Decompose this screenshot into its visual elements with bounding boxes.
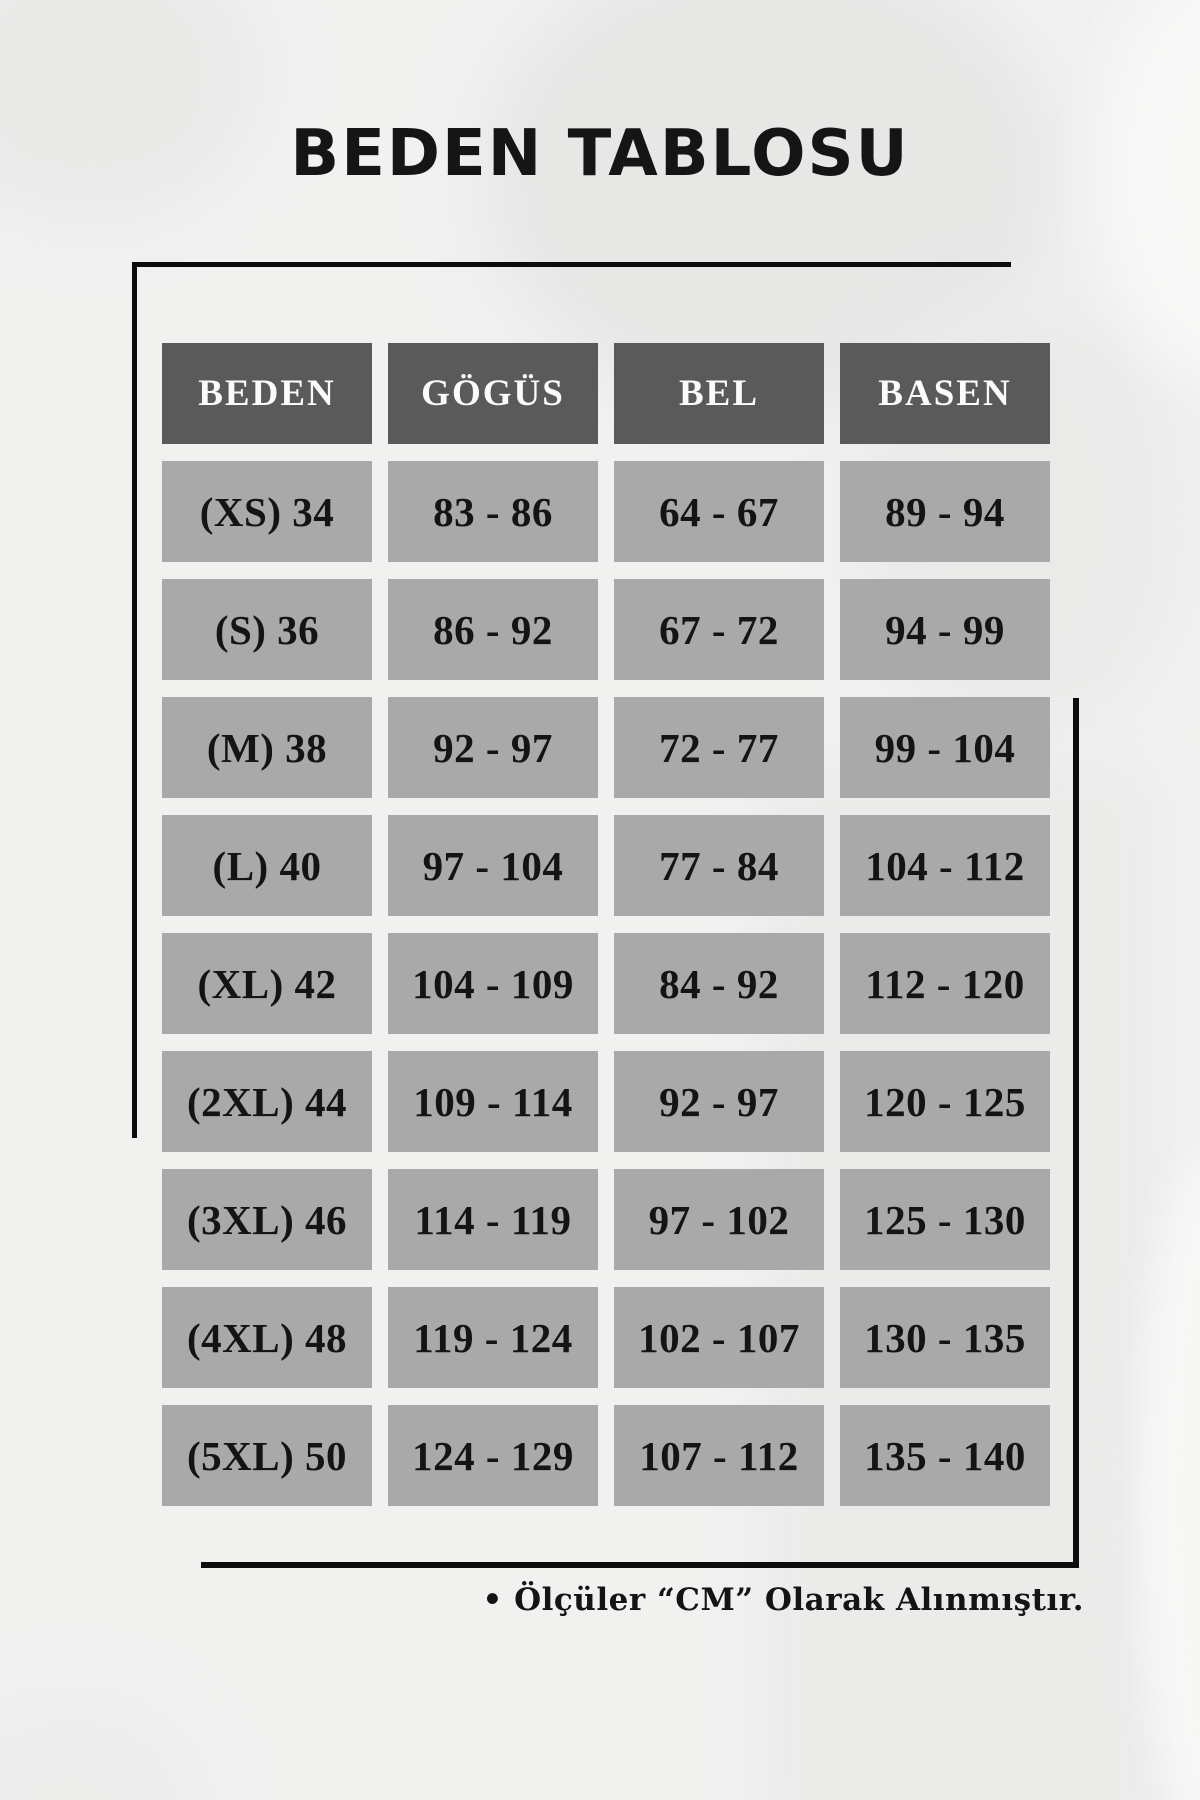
- measurement-cell: 94 - 99: [840, 579, 1050, 680]
- size-table: [162, 343, 1050, 1506]
- measurement-cell: 135 - 140: [840, 1405, 1050, 1506]
- measurement-cell: 84 - 92: [614, 933, 824, 1034]
- measurement-cell: 119 - 124: [388, 1287, 598, 1388]
- size-cell: (2XL) 44: [162, 1051, 372, 1152]
- header-cell-2: GÖGÜS: [388, 343, 598, 444]
- measurement-cell: 72 - 77: [614, 697, 824, 798]
- header-cell-1: BEDEN: [162, 343, 372, 444]
- measurement-cell: 83 - 86: [388, 461, 598, 562]
- measurement-cell: 97 - 102: [614, 1169, 824, 1270]
- measurement-cell: 77 - 84: [614, 815, 824, 916]
- measurement-cell: 97 - 104: [388, 815, 598, 916]
- size-cell: (M) 38: [162, 697, 372, 798]
- measurement-unit-note: • Ölçüler “CM” Olarak Alınmıştır.: [482, 1582, 1084, 1618]
- size-cell: (5XL) 50: [162, 1405, 372, 1506]
- size-cell: (XL) 42: [162, 933, 372, 1034]
- measurement-cell: 64 - 67: [614, 461, 824, 562]
- background-silhouette: [0, 1700, 200, 1800]
- header-cell-3: BEL: [614, 343, 824, 444]
- measurement-cell: 86 - 92: [388, 579, 598, 680]
- measurement-cell: 104 - 112: [840, 815, 1050, 916]
- measurement-cell: 120 - 125: [840, 1051, 1050, 1152]
- header-cell-4: BASEN: [840, 343, 1050, 444]
- measurement-cell: 92 - 97: [388, 697, 598, 798]
- size-cell: (4XL) 48: [162, 1287, 372, 1388]
- measurement-cell: 125 - 130: [840, 1169, 1050, 1270]
- frame-top-line: [132, 262, 1011, 267]
- measurement-cell: 112 - 120: [840, 933, 1050, 1034]
- frame-bottom-line: [201, 1562, 1079, 1568]
- size-cell: (L) 40: [162, 815, 372, 916]
- page-title: BEDEN TABLOSU: [290, 117, 910, 191]
- measurement-cell: 130 - 135: [840, 1287, 1050, 1388]
- size-cell: (S) 36: [162, 579, 372, 680]
- measurement-cell: 92 - 97: [614, 1051, 824, 1152]
- size-cell: (XS) 34: [162, 461, 372, 562]
- background-silhouette: [0, 0, 260, 220]
- frame-right-line: [1073, 698, 1079, 1568]
- measurement-cell: 67 - 72: [614, 579, 824, 680]
- size-cell: (3XL) 46: [162, 1169, 372, 1270]
- measurement-cell: 124 - 129: [388, 1405, 598, 1506]
- measurement-cell: 102 - 107: [614, 1287, 824, 1388]
- measurement-cell: 89 - 94: [840, 461, 1050, 562]
- measurement-cell: 109 - 114: [388, 1051, 598, 1152]
- background-silhouette: [1100, 0, 1200, 380]
- measurement-cell: 107 - 112: [614, 1405, 824, 1506]
- measurement-cell: 99 - 104: [840, 697, 1050, 798]
- frame-left-line: [132, 262, 137, 1138]
- measurement-cell: 104 - 109: [388, 933, 598, 1034]
- measurement-cell: 114 - 119: [388, 1169, 598, 1270]
